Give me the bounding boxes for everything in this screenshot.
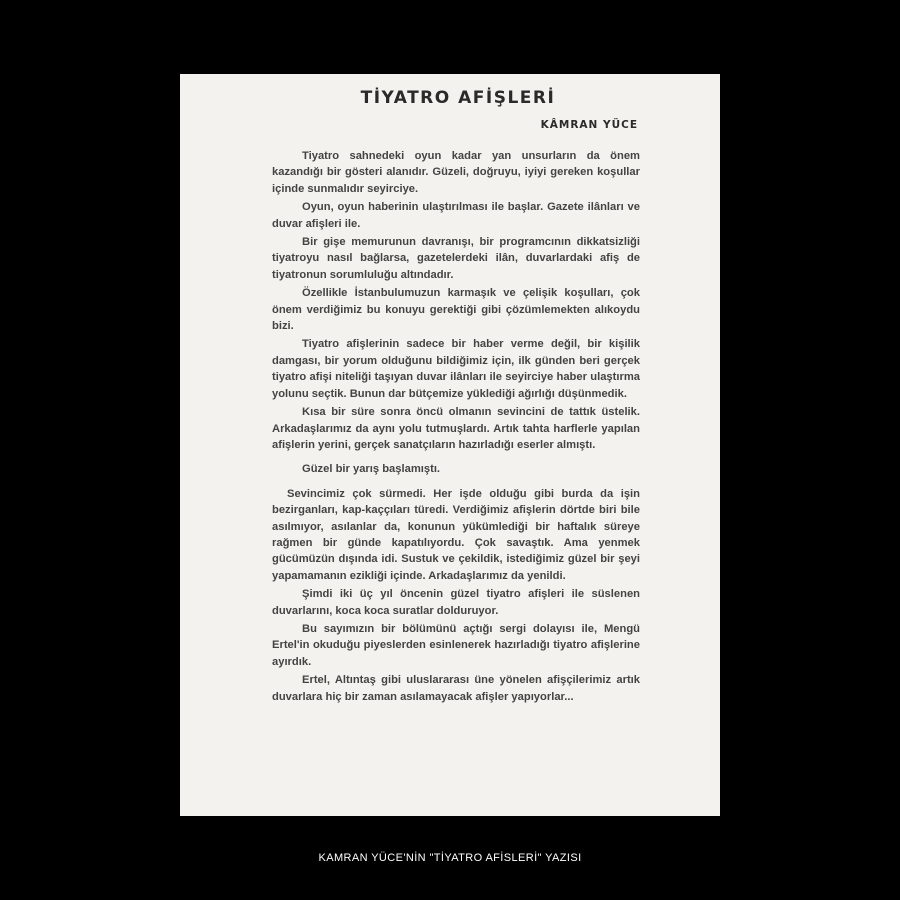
paragraph: Ertel, Altıntaş gibi uluslararası üne yönelen afişçilerimiz artık duvarlara hiç bir zaman asılamayacak afişler yapıyorlar... [272, 674, 640, 703]
paragraph: Kısa bir süre sonra öncü olmanın sevincini de tattık üstelik. Arkadaşlarımız da aynı yolu tutmuşlardı. Artık tahta harflerle yapılan afişlerin yerini, gerçek sanatçıların hazırladığı eserler almıştı. [272, 406, 640, 451]
paragraph: Tiyatro afişlerinin sadece bir haber verme değil, bir kişilik damgası, bir yorum olduğunu bildiğimiz için, ilk günden beri gerçek tiyatro afişi niteliği taşıyan duvar ilânları ile seyirciye haber ulaştırma yolunu seçtik. Bunun dar bütçemize yüklediği ağırlığı düşünmedik. [272, 338, 640, 400]
paragraph: Güzel bir yarış başlamıştı. [302, 463, 441, 476]
paragraph: Bir gişe memurunun davranışı, bir programcının dikkatsizliği tiyatroyu nasıl bağlarsa, gazetelerdeki ilân, duvarlardaki afiş de tiyatronun sorumluluğu altındadır. [272, 236, 640, 281]
article-title: TİYATRO AFİŞLERİ [360, 88, 556, 108]
paragraph: Tiyatro sahnedeki oyun kadar yan unsurların da önem kazandığı bir gösteri alanıdır. Güzeli, doğruyu, iyiyi gereken koşullar içinde sunmalıdır seyirciye. [272, 150, 640, 195]
paragraph: Sevincimiz çok sürmedi. Her işde olduğu gibi burda da işin bezirganları, kap-kaççıları türedi. Verdiğimiz afişlerin dörtde biri bile asılmıyor, asılanlar da, konunun yükümlediği bir haftalık süreye rağmen bir günde kapatılıyordu. Çok savaştık. Ama yenmek gücümüzün dışında idi. Sustuk ve çekildik, istediğimiz güzel bir şeyi yapamamanın ezikliği içinde. Arkadaşlarımız da yenildi. [272, 487, 640, 582]
scanned-page [180, 74, 720, 816]
paragraph: Özellikle İstanbulumuzun karmaşık ve çelişik koşulları, çok önem verdiğimiz bu konuyu gerektiği gibi çözümlemekten alıkoydu bizi. [272, 287, 640, 333]
article-body [272, 148, 640, 707]
image-caption: KAMRAN YÜCE'NİN "TİYATRO AFİSLERİ" YAZISI [318, 852, 582, 864]
paragraph: Bu sayımızın bir bölümünü açtığı sergi dolayısı ile, Mengü Ertel'in okuduğu piyeslerden esinlenerek hazırladığı tiyatro afişlerine ayırdık. [272, 622, 640, 668]
article-author: KÂMRAN YÜCE [540, 119, 638, 131]
paragraph: Oyun, oyun haberinin ulaştırılması ile başlar. Gazete ilânları ve duvar afişleri ile. [272, 201, 640, 230]
paragraph: Şimdi iki üç yıl öncenin güzel tiyatro afişleri ile süslenen duvarlarını, koca koca suratlar dolduruyor. [272, 588, 640, 617]
